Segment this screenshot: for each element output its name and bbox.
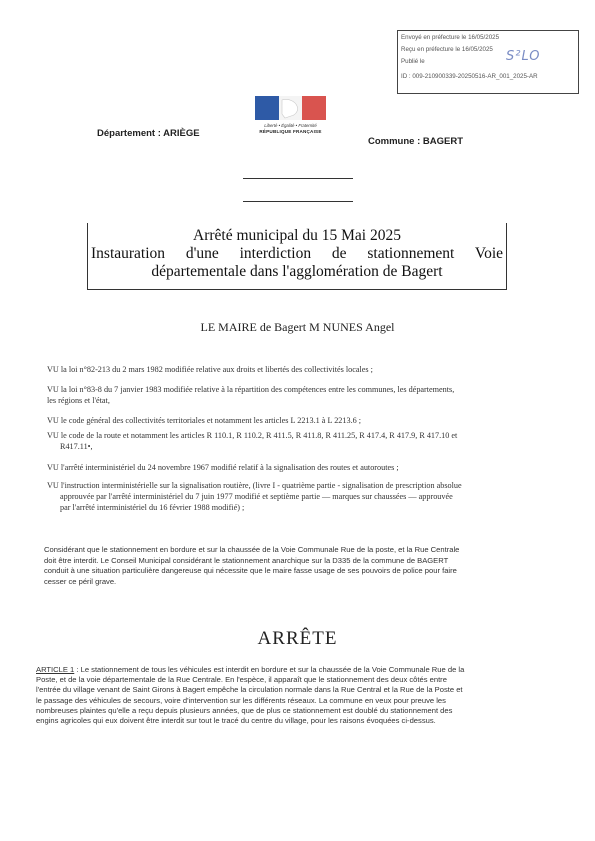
commune-label: Commune : BAGERT — [368, 136, 463, 147]
title-line-2: Instauration d'une interdiction de stationnement Voie — [91, 245, 503, 262]
maire-line: LE MAIRE de Bagert M NUNES Angel — [200, 320, 395, 334]
article-line: engins agricoles qui eux doivent être interdit sur tout le tracé du centre du village, pour les raisons évoquées ci-dessus. — [36, 716, 436, 726]
considerant-paragraph — [44, 545, 552, 587]
title-line-3: départementale dans l'agglomération de Bagert — [151, 263, 443, 280]
vu-clause — [47, 415, 547, 426]
vu-text: VU la loi n°82-213 du 2 mars 1982 modifiée relative aux droits et libertés des collectivités locales ; — [47, 365, 373, 374]
separator-line-2 — [243, 201, 353, 202]
title-line-1: Arrêté municipal du 15 Mai 2025 — [193, 227, 401, 244]
article-line: l'entrée du village venant de Saint Girons à Bagert empêche la circulation normale dans la Rue Central et la Rue de la Poste et — [36, 685, 463, 695]
vu-text: approuvée par l'arrêté interministériel du 7 juin 1977 modifié et septième partie — marques sur chaussées — approuvée — [60, 492, 453, 501]
article-line — [36, 665, 556, 675]
article-line: le passage des véhicules de secours, voire d'intervention sur les différents réseaux. La commune en veux pour preuve les — [36, 695, 446, 705]
article-1-label: ARTICLE 1 — [36, 665, 75, 674]
departement-label: Département : ARIÈGE — [97, 128, 200, 139]
stamp-published: Publié le — [401, 58, 425, 65]
republic-motto: Liberté • Égalité • Fraternité — [264, 123, 317, 128]
article-line: nombreuses plaintes qu'elle a reçu depuis plusieurs années, que de plus ce stationnement est doublé du stationnement des — [36, 705, 453, 715]
considerant-line: conduit à une situation particulière dangereuse qui nécessite que le maire fasse usage de ses pouvoirs de police pour faire — [44, 566, 457, 575]
stamp-id: ID : 009-210900339-20250516-AR_001_2025-AR — [401, 73, 538, 80]
prefecture-stamp — [397, 30, 579, 94]
vu-clause — [47, 462, 547, 473]
stamp-received-date: Reçu en préfecture le 16/05/2025 — [401, 46, 493, 53]
flag-red-band — [302, 96, 326, 120]
vu-text: VU le code de la route et notamment les articles R 110.1, R 110.2, R 411.5, R 411.8, R 411.25, R 417.4, R 417.9, R 417.10 et — [47, 431, 458, 440]
title-box — [87, 223, 507, 290]
stamp-sent-date: Envoyé en préfecture le 16/05/2025 — [401, 34, 500, 41]
vu-clause — [47, 384, 547, 406]
considerant-line: doit être interdit. Le Conseil Municipal considérant le stationnement anarchique sur la D335 de la commune de BAGERT — [44, 555, 449, 565]
vu-text: VU l'arrêté interministériel du 24 novembre 1967 modifié relatif à la signalisation des routes et autoroutes ; — [47, 463, 399, 472]
considerant-line: cesser ce péril grave. — [44, 576, 117, 586]
article-1 — [36, 665, 556, 726]
vu-clause — [47, 480, 547, 513]
vu-text: VU le code général des collectivités territoriales et notamment les articles L 2213.1 à L 2213.6 ; — [47, 416, 362, 425]
republique-francaise-label: RÉPUBLIQUE FRANÇAISE — [259, 129, 322, 134]
slo-signature: S²LO — [506, 49, 541, 64]
separator-line-1 — [243, 178, 353, 179]
vu-text: VU la loi n°83-8 du 7 janvier 1983 modifiée relative à la répartition des compétences entre les communes, les départements, — [47, 385, 455, 394]
vu-clause — [47, 430, 547, 452]
article-text: : Le stationnement de tous les véhicules est interdit en bordure et sur la chaussée de la Voie Communale Rue de la — [74, 665, 465, 674]
considerant-line: Considérant que le stationnement en bordure et sur la chaussée de la Voie Communale Rue de la poste, et la Rue Centrale — [44, 545, 460, 554]
marianne-flag-icon — [255, 96, 326, 120]
vu-text: R417.11•, — [60, 442, 93, 451]
vu-text: les régions et l'état, — [47, 396, 110, 405]
vu-clause — [47, 364, 547, 375]
article-line: Poste, et de la voie départementale de la Rue Centrale. En l'espèce, il apparaît que le stationnement des deux côtés entre — [36, 675, 447, 685]
flag-blue-band — [255, 96, 279, 120]
vu-text: VU l'instruction interministérielle sur la signalisation routière, (livre I - quatrième partie - signalisation de prescription absolue — [47, 481, 462, 490]
vu-text: par l'arrêté interministériel du 16 février 1988 modifié) ; — [60, 503, 245, 512]
arrete-heading: ARRÊTE — [257, 628, 338, 649]
